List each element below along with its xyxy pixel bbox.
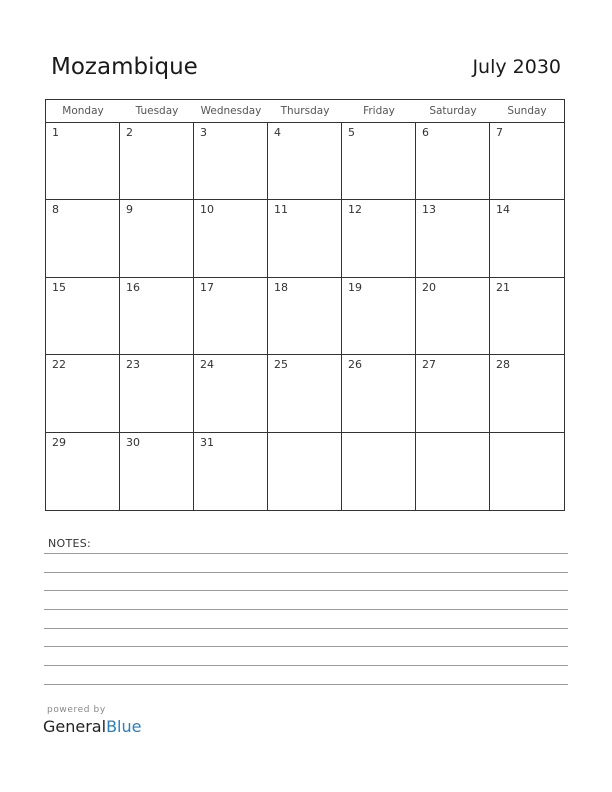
day-number: 30 bbox=[126, 435, 140, 449]
day-number: 20 bbox=[422, 280, 436, 294]
weekday-header: Sunday bbox=[490, 100, 564, 123]
note-line bbox=[44, 628, 568, 629]
weekday-header: Thursday bbox=[268, 100, 342, 123]
note-line bbox=[44, 684, 568, 685]
day-cell bbox=[416, 123, 490, 200]
day-number: 4 bbox=[274, 126, 281, 139]
day-cell bbox=[46, 278, 120, 355]
brand-blue: Blue bbox=[106, 717, 142, 736]
day-number: 5 bbox=[348, 126, 355, 139]
day-cell bbox=[416, 355, 490, 432]
day-cell bbox=[120, 433, 194, 510]
day-cell bbox=[416, 278, 490, 355]
day-number: 29 bbox=[52, 435, 66, 449]
day-cell bbox=[194, 278, 268, 355]
page-title: Mozambique bbox=[51, 54, 198, 80]
day-cell bbox=[46, 355, 120, 432]
day-number: 14 bbox=[496, 203, 510, 217]
day-cell bbox=[194, 123, 268, 200]
generalblue-logo bbox=[43, 717, 141, 736]
day-number: 13 bbox=[422, 203, 436, 217]
day-number: 25 bbox=[274, 358, 288, 372]
day-number: 7 bbox=[496, 126, 503, 139]
day-cell bbox=[268, 433, 342, 510]
weekday-header: Wednesday bbox=[194, 100, 268, 123]
day-cell bbox=[490, 355, 564, 432]
note-line bbox=[44, 646, 568, 647]
day-number: 19 bbox=[348, 280, 362, 294]
day-cell bbox=[268, 278, 342, 355]
day-number: 21 bbox=[496, 280, 510, 294]
day-cell bbox=[342, 123, 416, 200]
weekday-header: Monday bbox=[46, 100, 120, 123]
brand-general: General bbox=[43, 717, 107, 736]
day-cell bbox=[490, 278, 564, 355]
day-number: 16 bbox=[126, 280, 140, 294]
day-number: 6 bbox=[422, 126, 429, 139]
note-line bbox=[44, 665, 568, 666]
day-cell bbox=[268, 200, 342, 277]
day-number: 3 bbox=[200, 126, 207, 139]
note-line bbox=[44, 590, 568, 591]
day-cell bbox=[342, 278, 416, 355]
day-cell bbox=[120, 355, 194, 432]
day-cell bbox=[268, 355, 342, 432]
day-cell bbox=[46, 200, 120, 277]
day-cell bbox=[194, 433, 268, 510]
day-cell bbox=[490, 200, 564, 277]
day-number: 10 bbox=[200, 203, 214, 217]
day-cell bbox=[342, 433, 416, 510]
day-cell bbox=[490, 123, 564, 200]
day-cell bbox=[46, 433, 120, 510]
day-number: 2 bbox=[126, 126, 133, 139]
day-cell bbox=[194, 200, 268, 277]
calendar-grid bbox=[45, 99, 565, 511]
powered-by-text: powered by bbox=[47, 705, 106, 715]
note-line bbox=[44, 572, 568, 573]
day-number: 12 bbox=[348, 203, 362, 217]
note-line bbox=[44, 553, 568, 554]
day-cell bbox=[416, 200, 490, 277]
day-number: 26 bbox=[348, 358, 362, 372]
day-number: 28 bbox=[496, 358, 510, 372]
day-cell bbox=[342, 355, 416, 432]
note-line bbox=[44, 609, 568, 610]
day-number: 22 bbox=[52, 358, 66, 372]
day-number: 15 bbox=[52, 280, 66, 294]
day-number: 11 bbox=[274, 203, 288, 217]
day-cell bbox=[120, 278, 194, 355]
day-number: 8 bbox=[52, 203, 59, 217]
weekday-header: Saturday bbox=[416, 100, 490, 123]
day-cell bbox=[120, 123, 194, 200]
day-cell bbox=[194, 355, 268, 432]
day-cell bbox=[120, 200, 194, 277]
notes-label: NOTES: bbox=[48, 537, 92, 550]
day-cell bbox=[490, 433, 564, 510]
day-number: 18 bbox=[274, 280, 288, 294]
day-cell bbox=[342, 200, 416, 277]
month-year-label: July 2030 bbox=[472, 56, 561, 78]
day-number: 31 bbox=[200, 435, 214, 449]
day-number: 1 bbox=[52, 126, 59, 139]
day-number: 27 bbox=[422, 358, 436, 372]
day-number: 24 bbox=[200, 358, 214, 372]
day-cell bbox=[268, 123, 342, 200]
day-number: 23 bbox=[126, 358, 140, 372]
day-cell bbox=[46, 123, 120, 200]
day-number: 17 bbox=[200, 280, 214, 294]
weekday-header: Friday bbox=[342, 100, 416, 123]
day-number: 9 bbox=[126, 203, 133, 217]
weekday-header: Tuesday bbox=[120, 100, 194, 123]
day-cell bbox=[416, 433, 490, 510]
